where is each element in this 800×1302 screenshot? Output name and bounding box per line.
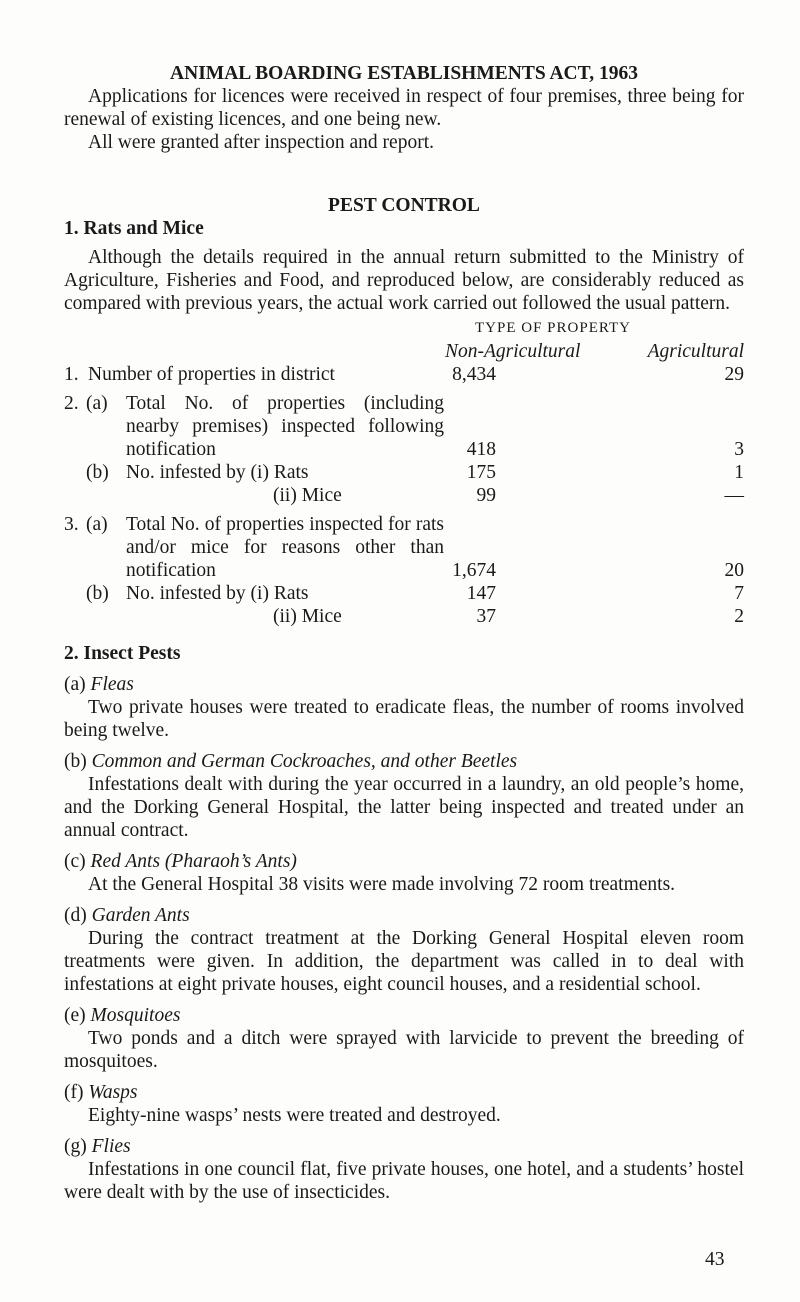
intro-paragraph-1: Applications for licences were received in respect of four premises, three being for renewal of existing licences, and one being new. [64,86,744,130]
intro-paragraph-2: All were granted after inspection and report. [88,132,434,153]
agricultural-value: 2 [734,606,744,627]
agricultural-value: — [724,485,744,506]
table-row [64,605,744,628]
row-label: No. infested by (i) Rats [126,583,309,604]
agricultural-value: 20 [724,560,744,581]
section-title: Wasps [88,1082,138,1103]
table-row [64,461,744,484]
row-letter: (a) [86,514,108,535]
column-header-agricultural: Agricultural [647,341,744,362]
insect-section-flies [64,1127,744,1204]
table-row [64,363,744,386]
table-row [64,513,744,582]
non-agricultural-value: 37 [476,606,496,627]
section-text: Eighty-nine wasps’ nests were treated and destroyed. [88,1105,501,1126]
row-label: (ii) Mice [273,606,342,627]
rodent-return-table [64,317,744,628]
row-label: Number of properties in district [88,364,335,385]
section-text: At the General Hospital 38 visits were made involving 72 room treatments. [88,874,676,895]
row-label: (ii) Mice [273,485,342,506]
table-row [64,484,744,507]
insect-section-garden-ants [64,896,744,996]
row-letter: (b) [86,583,109,604]
table-row [64,392,744,461]
section-label: (d) [64,905,87,926]
non-agricultural-value: 175 [466,462,496,483]
column-header-non-agricultural: Non-Agricultural [445,341,581,362]
rats-mice-paragraph: Although the details required in the annual return submitted to the Ministry of Agriculture, Fisheries and Food, and reproduced below, are considerably reduced as compared with previous years, the actual work carried out followed the usual pattern. [64,247,744,314]
table-row [64,582,744,605]
section-title: Flies [91,1136,131,1157]
section-label: (b) [64,751,87,772]
row-label: No. infested by (i) Rats [126,462,309,483]
rats-mice-heading: 1. Rats and Mice [64,218,204,239]
document-page [64,62,744,1204]
non-agricultural-value: 8,434 [452,364,496,385]
section-title: Red Ants (Pharaoh’s Ants) [90,851,297,872]
row-number: 3. [64,514,79,535]
section-text: Two ponds and a ditch were sprayed with larvicide to prevent the breeding of mosquitoes. [64,1028,744,1072]
section-text: Two private houses were treated to eradicate fleas, the number of rooms involved being twelve. [64,697,744,741]
non-agricultural-value: 99 [476,485,496,506]
section-label: (a) [64,674,86,695]
section-label: (c) [64,851,86,872]
row-letter: (a) [86,393,108,414]
section-title: Fleas [90,674,134,695]
section-text: Infestations dealt with during the year occurred in a laundry, an old people’s home, and the Dorking General Hospital, the latter being inspected and treated under an annual contract. [64,774,744,841]
section-text: Infestations in one council flat, five private houses, one hotel, and a students’ hostel were dealt with by the use of insecticides. [64,1159,744,1203]
non-agricultural-value: 147 [466,583,496,604]
row-letter: (b) [86,462,109,483]
section-text: During the contract treatment at the Dorking General Hospital eleven room treatments were given. In addition, the department was called in to deal with infestations at eight private houses, eight council houses, and a residential school. [64,928,744,995]
section-label: (e) [64,1005,86,1026]
non-agricultural-value: 418 [466,439,496,460]
section-label: (f) [64,1082,84,1103]
non-agricultural-value: 1,674 [452,560,496,581]
section-title: Garden Ants [91,905,190,926]
row-label: Total No. of properties (including nearby premises) inspected following notification [126,393,444,460]
pest-control-heading: PEST CONTROL [328,195,480,216]
page-number: 43 [705,1249,725,1270]
agricultural-value: 1 [734,462,744,483]
row-number: 1. [64,364,79,385]
insect-section-mosquitoes [64,996,744,1073]
row-number: 2. [64,393,79,414]
type-of-property-header: TYPE OF PROPERTY [475,320,631,336]
agricultural-value: 7 [734,583,744,604]
section-title: Mosquitoes [90,1005,181,1026]
agricultural-value: 3 [734,439,744,460]
page-title: ANIMAL BOARDING ESTABLISHMENTS ACT, 1963 [170,63,638,84]
agricultural-value: 29 [724,364,744,385]
insect-pests-heading: 2. Insect Pests [64,643,181,664]
insect-section-red-ants [64,842,744,896]
insect-section-wasps [64,1073,744,1127]
row-label: Total No. of properties inspected for rats and/or mice for reasons other than notification [126,514,444,581]
section-label: (g) [64,1136,87,1157]
insect-section-cockroaches [64,742,744,842]
insect-section-fleas [64,665,744,742]
section-title: Common and German Cockroaches, and other Beetles [91,751,518,772]
